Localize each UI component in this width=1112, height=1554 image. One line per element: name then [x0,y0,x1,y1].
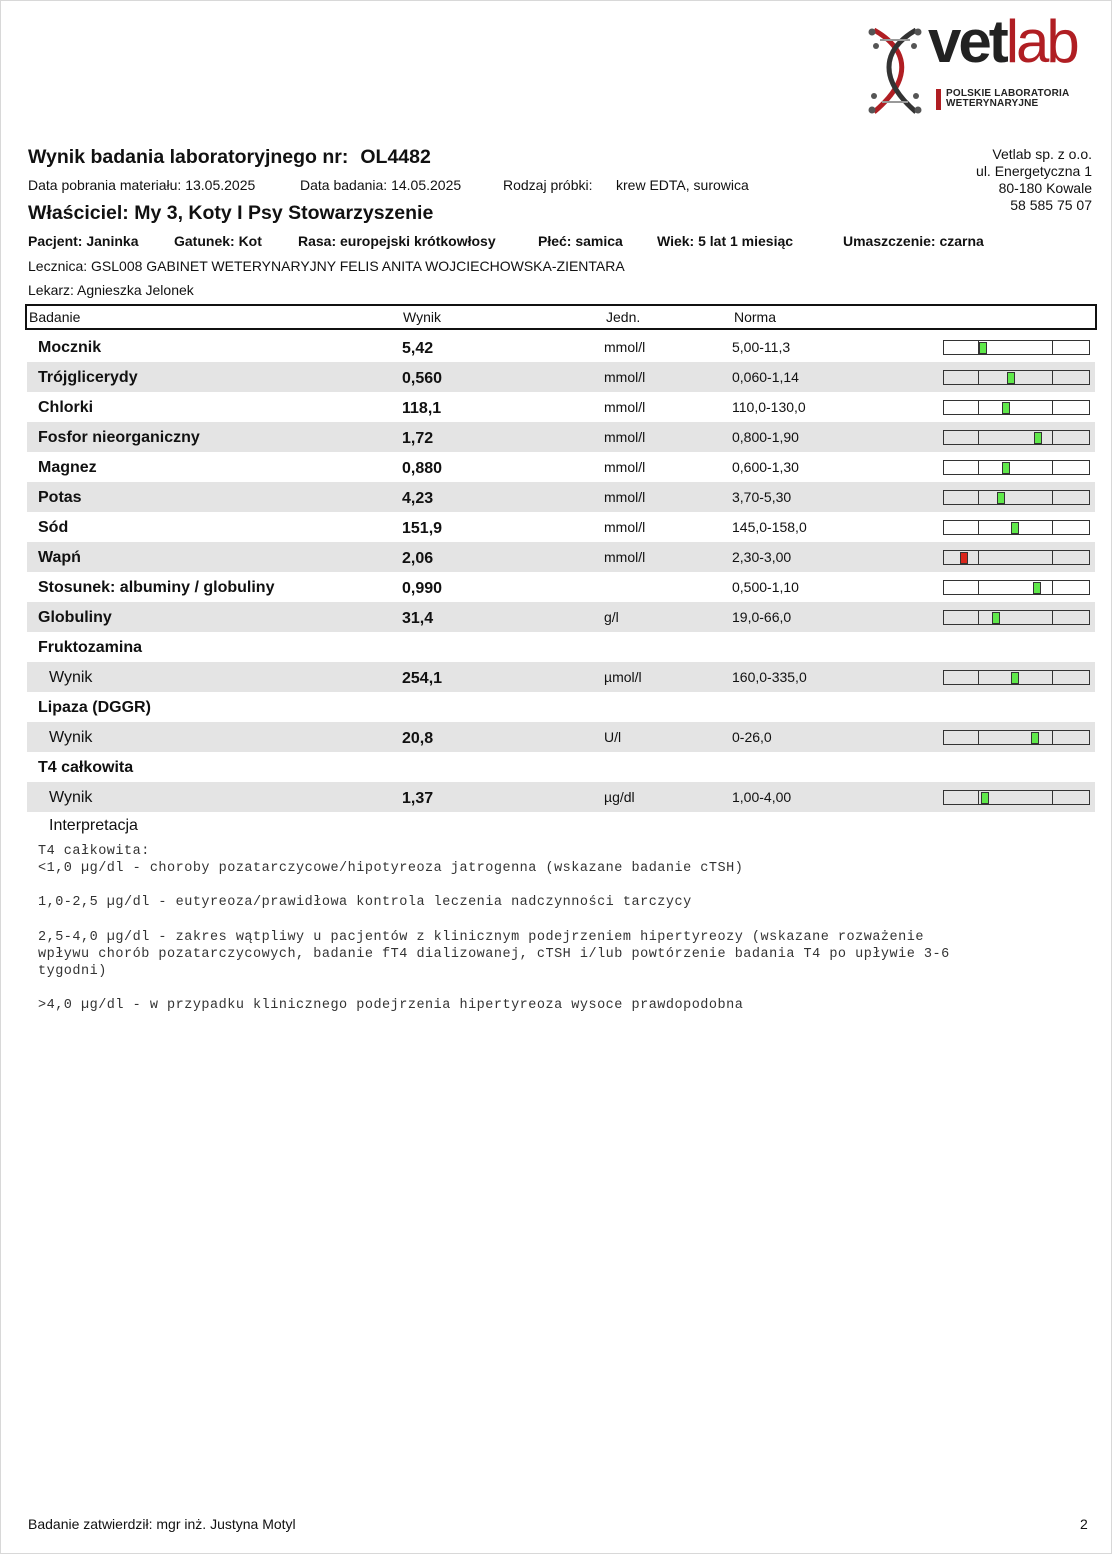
range-marker [1034,432,1042,444]
gauge-tick [978,731,979,744]
gauge-tick [978,461,979,474]
reference-range: 0,600-1,30 [732,459,799,475]
test-name: Magnez [38,459,97,476]
result-value: 5,42 [402,340,434,357]
gauge-tick [1052,341,1053,354]
result-unit: mmol/l [604,519,646,535]
range-marker [1002,402,1010,414]
company-city: 80-180 Kowale [998,180,1092,196]
interpretation-line: 1,0-2,5 µg/dl - eutyreoza/prawidłowa kontrola leczenia nadczynności tarczycy [38,895,692,910]
range-gauge [943,460,1090,475]
gauge-tick [978,491,979,504]
table-row [27,452,1095,482]
column-header-test: Badanie [29,309,81,325]
dna-helix-icon [866,26,926,116]
reference-range: 160,0-335,0 [732,669,807,685]
gauge-tick [1052,611,1053,624]
range-gauge [943,520,1090,535]
group-name: Fruktozamina [38,639,143,656]
gauge-tick [1052,431,1053,444]
results-table-header [25,304,1097,330]
range-marker [1002,462,1010,474]
company-name: Vetlab sp. z o.o. [992,146,1092,162]
interpretation-label: Interpretacja [49,817,138,834]
range-gauge [943,670,1090,685]
exam-date: Data badania: 14.05.2025 [300,177,462,193]
patient-sex: Płeć: samica [538,233,623,249]
column-header-norm: Norma [734,309,777,325]
table-row [27,602,1095,632]
result-unit: mmol/l [604,339,646,355]
result-unit: µg/dl [604,789,635,805]
range-marker [1033,582,1041,594]
result-value: 118,1 [402,400,442,417]
report-number: OL4482 [360,146,431,168]
range-marker [979,342,987,354]
gauge-tick [978,401,979,414]
gauge-tick [1052,461,1053,474]
test-name: Wynik [49,789,93,806]
reference-range: 3,70-5,30 [732,489,792,505]
interpretation-line: wpływu chorób pozatarczycowych, badanie fT4 dializowanej, cTSH i/lub powtórzenie badania T4 po upływie 3-6 [38,947,950,962]
result-value: 20,8 [402,730,434,747]
logo-tagline-line1: POLSKIE LABORATORIA [946,88,1070,99]
patient-coat: Umaszczenie: czarna [843,233,984,249]
table-row [27,482,1095,512]
gauge-tick [1052,551,1053,564]
result-unit: mmol/l [604,489,646,505]
vetlab-logo [866,8,1077,116]
test-name: Chlorki [38,399,94,416]
test-name: Wynik [49,669,93,686]
table-row [27,662,1095,692]
patient-name: Pacjent: Janinka [28,233,139,249]
interpretation-line: >4,0 µg/dl - w przypadku klinicznego podejrzenia hipertyreoza wysoce prawdopodobna [38,998,744,1013]
range-gauge [943,790,1090,805]
reference-range: 0,800-1,90 [732,429,799,445]
result-value: 1,37 [402,790,434,807]
reference-range: 0-26,0 [732,729,772,745]
test-name: Wynik [49,729,93,746]
gauge-tick [1052,791,1053,804]
result-value: 1,72 [402,430,434,447]
table-row [27,512,1095,542]
table-row [27,392,1095,422]
column-header-unit: Jedn. [606,309,641,325]
approved-by: Badanie zatwierdził: mgr inż. Justyna Motyl [28,1516,296,1532]
clinic: Lecznica: GSL008 GABINET WETERYNARYJNY FELIS ANITA WOJCIECHOWSKA-ZIENTARA [28,258,625,274]
range-marker [1007,372,1015,384]
table-row [27,722,1095,752]
company-street: ul. Energetyczna 1 [976,163,1092,179]
table-row [27,422,1095,452]
gauge-tick [1052,671,1053,684]
reference-range: 5,00-11,3 [732,339,791,355]
range-gauge [943,580,1090,595]
range-marker [992,612,1000,624]
result-unit: U/l [604,729,622,745]
result-unit: mmol/l [604,399,646,415]
gauge-tick [978,371,979,384]
owner: Właściciel: My 3, Koty I Psy Stowarzyszenie [28,202,434,224]
table-row [27,542,1095,572]
gauge-tick [1052,581,1053,594]
sample-type: krew EDTA, surowica [616,177,749,193]
reference-range: 110,0-130,0 [732,399,806,415]
collection-date: Data pobrania materiału: 13.05.2025 [28,177,256,193]
report-title [28,146,431,169]
test-name: Stosunek: albuminy / globuliny [38,579,275,596]
page-number: 2 [1080,1516,1088,1532]
logo-wordmark [928,8,1077,75]
group-name: Lipaza (DGGR) [38,699,151,716]
range-gauge [943,430,1090,445]
result-unit: mmol/l [604,459,646,475]
range-marker [960,552,968,564]
range-gauge [943,370,1090,385]
result-value: 0,990 [402,580,443,597]
company-address [976,146,1092,214]
range-gauge [943,550,1090,565]
reference-range: 2,30-3,00 [732,549,792,565]
range-marker [997,492,1005,504]
reference-range: 0,500-1,10 [732,579,799,595]
gauge-tick [978,431,979,444]
interpretation-line: tygodni) [38,964,107,979]
gauge-tick [978,551,979,564]
table-row [27,572,1095,602]
gauge-tick [978,581,979,594]
table-group-row [27,752,1095,782]
test-name: Wapń [38,549,81,566]
interpretation-line: 2,5-4,0 µg/dl - zakres wątpliwy u pacjentów z klinicznym podejrzeniem hipertyreozy (wskazane rozważenie [38,930,924,945]
table-group-row [27,692,1095,722]
result-value: 31,4 [402,610,434,627]
range-marker [981,792,989,804]
column-header-result: Wynik [403,309,441,325]
result-value: 254,1 [402,670,443,687]
gauge-tick [978,791,979,804]
patient-age: Wiek: 5 lat 1 miesiąc [657,233,794,249]
table-group-row [27,632,1095,662]
gauge-tick [1052,491,1053,504]
result-value: 0,880 [402,460,443,477]
table-row [27,362,1095,392]
interpretation-line: <1,0 µg/dl - choroby pozatarczycowe/hipotyreoza jatrogenna (wskazane badanie cTSH) [38,861,744,876]
logo-word-vet: vet [928,8,1006,75]
table-row [27,332,1095,362]
logo-accent-bar [936,89,941,110]
range-gauge [943,610,1090,625]
gauge-tick [978,611,979,624]
logo-word-lab: lab [1005,8,1077,75]
group-name: T4 całkowita [38,759,134,776]
table-row [27,782,1095,812]
result-unit: mmol/l [604,369,646,385]
result-value: 4,23 [402,490,434,507]
reference-range: 19,0-66,0 [732,609,792,625]
test-name: Globuliny [38,609,112,626]
test-name: Potas [38,489,82,506]
test-name: Fosfor nieorganiczny [38,429,200,446]
sample-type-label: Rodzaj próbki: [503,177,593,193]
test-name: Mocznik [38,339,102,356]
test-name: Trójglicerydy [38,369,138,386]
range-marker [1011,672,1019,684]
result-value: 0,560 [402,370,443,387]
range-gauge [943,400,1090,415]
interpretation-line: T4 całkowita: [38,844,150,859]
range-marker [1031,732,1039,744]
logo-tagline [946,89,1069,109]
gauge-tick [978,521,979,534]
result-unit: g/l [604,609,619,625]
range-gauge [943,490,1090,505]
result-unit: µmol/l [604,669,642,685]
result-value: 2,06 [402,550,434,567]
test-name: Sód [38,519,69,536]
logo-tagline-line2: WETERYNARYJNE [946,98,1039,109]
reference-range: 145,0-158,0 [732,519,807,535]
gauge-tick [1052,731,1053,744]
gauge-tick [1052,401,1053,414]
company-phone: 58 585 75 07 [1010,197,1092,213]
range-marker [1011,522,1019,534]
range-gauge [943,340,1090,355]
gauge-tick [978,671,979,684]
report-title-label: Wynik badania laboratoryjnego nr: [28,146,349,168]
reference-range: 0,060-1,14 [732,369,799,385]
result-unit: mmol/l [604,429,646,445]
result-unit: mmol/l [604,549,646,565]
reference-range: 1,00-4,00 [732,789,792,805]
doctor: Lekarz: Agnieszka Jelonek [28,282,194,298]
range-gauge [943,730,1090,745]
gauge-tick [1052,521,1053,534]
patient-breed: Rasa: europejski krótkowłosy [298,233,496,249]
result-value: 151,9 [402,520,443,537]
patient-species: Gatunek: Kot [174,233,262,249]
gauge-tick [1052,371,1053,384]
